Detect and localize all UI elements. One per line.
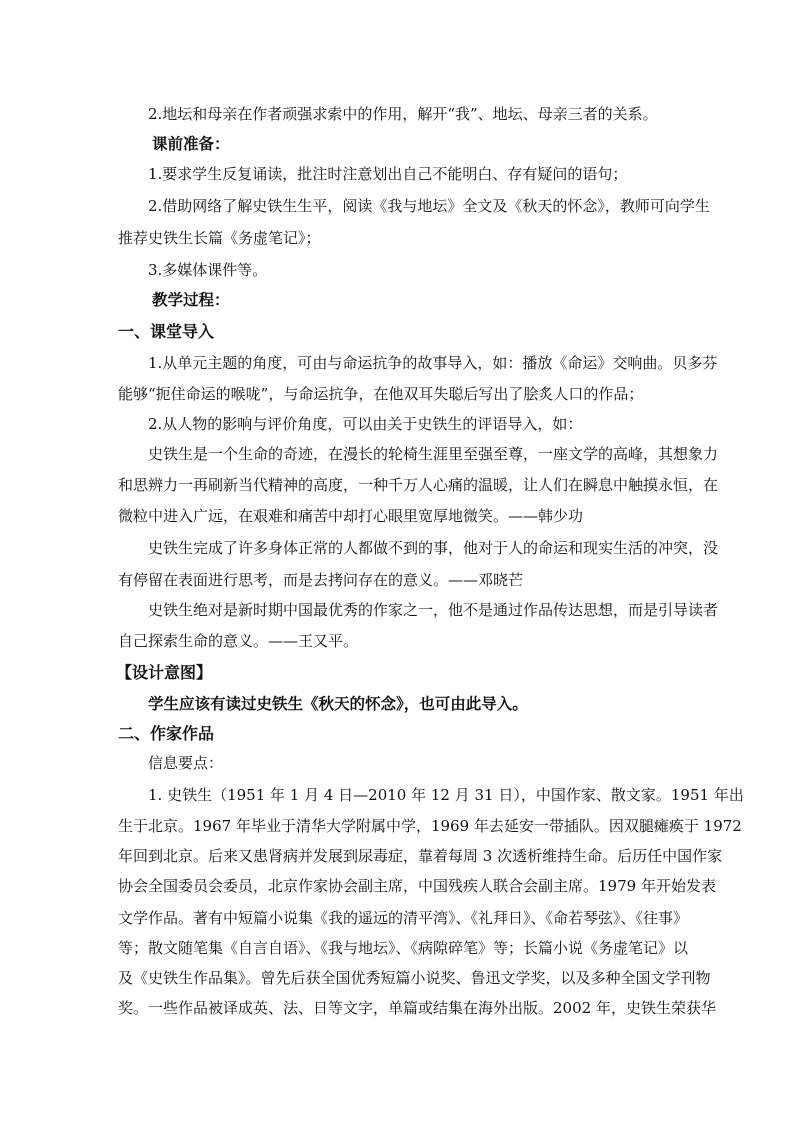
text-line: 年回到北京。后来又患肾病并发展到尿毒症，靠着每周 3 次透析维持生命。后历任中国作家 (118, 847, 723, 865)
design-intent-text: 学生应该有读过史铁生《秋天的怀念》，也可由此导入。 (148, 694, 528, 713)
section-heading-pre-class-preparation: 课前准备： (152, 134, 230, 153)
text-line: 2.地坛和母亲在作者顽强求索中的作用，解开“我”、地坛、母亲三者的关系。 (148, 105, 658, 123)
text-line: 奖。一些作品被译成英、法、日等文字，单篇或结集在海外出版。2002 年，史铁生荣获华 (118, 999, 716, 1017)
section-heading-class-introduction: 一、课堂导入 (118, 322, 215, 341)
text-line: 文学作品。著有中短篇小说集《我的遥远的清平湾》、《礼拜日》、《命若琴弦》、《往事》 (118, 909, 689, 927)
text-line: 微粒中进入广远，在艰难和痛苦中却打心眼里宽厚地微笑。——韩少功 (118, 507, 584, 525)
text-line: 1.从单元主题的角度，可由与命运抗争的故事导入，如：播放《命运》交响曲。贝多芬 (148, 354, 718, 372)
text-line: 和思辨力一再刷新当代精神的高度，一种千万人心痛的温暖，让人们在瞬息中触摸永恒，在 (118, 476, 719, 494)
text-line: 有停留在表面进行思考，而是去拷问存在的意义。——邓晓芒 (118, 571, 524, 589)
text-line: 3.多媒体课件等。 (148, 261, 268, 279)
text-line: 史铁生完成了许多身体正常的人都做不到的事，他对于人的命运和现实生活的冲突，没 (148, 539, 719, 557)
text-line: 及《史铁生作品集》。曾先后获全国优秀短篇小说奖、鲁迅文学奖，以及多种全国文学刊物 (118, 969, 711, 987)
text-line: 自己探索生命的意义。——王又平。 (118, 632, 359, 650)
text-line: 1.要求学生反复诵读，批注时注意划出自己不能明白、存有疑问的语句； (148, 165, 628, 183)
text-line: 生于北京。1967 年毕业于清华大学附属中学，1969 年去延安一带插队。因双腿瘫痪于 1972 (118, 817, 742, 835)
section-heading-author-works: 二、作家作品 (118, 724, 215, 743)
text-line: 2.借助网络了解史铁生生平，阅读《我与地坛》全文及《秋天的怀念》，教师可向学生 (148, 197, 710, 215)
section-heading-design-intent: 【设计意图】 (116, 663, 213, 682)
section-heading-teaching-process: 教学过程： (152, 290, 230, 309)
text-line: 协会全国委员会委员，北京作家协会副主席，中国残疾人联合会副主席。1979 年开始发表 (118, 877, 716, 895)
text-line: 等；散文随笔集《自言自语》、《我与地坛》、《病隙碎笔》等；长篇小说《务虚笔记》以 (118, 939, 689, 957)
text-line: 信息要点： (148, 754, 224, 772)
text-line: 2.从人物的影响与评价角度，可以由关于史铁生的评语导入，如： (148, 415, 583, 433)
text-line: 史铁生绝对是新时期中国最优秀的作家之一，他不是通过作品传达思想，而是引导读者 (148, 601, 719, 619)
text-line: 1. 史铁生（1951 年 1 月 4 日—2010 年 12 月 31 日），中国作家、散文家。1951 年出 (148, 786, 744, 804)
text-line: 史铁生是一个生命的奇迹，在漫长的轮椅生涯里至强至尊，一座文学的高峰，其想象力 (148, 445, 719, 463)
text-line: 推荐史铁生长篇《务虚笔记》； (118, 229, 321, 247)
text-line: 能够“扼住命运的喉咙”，与命运抗争，在他双耳失聪后写出了脍炙人口的作品； (118, 385, 644, 403)
